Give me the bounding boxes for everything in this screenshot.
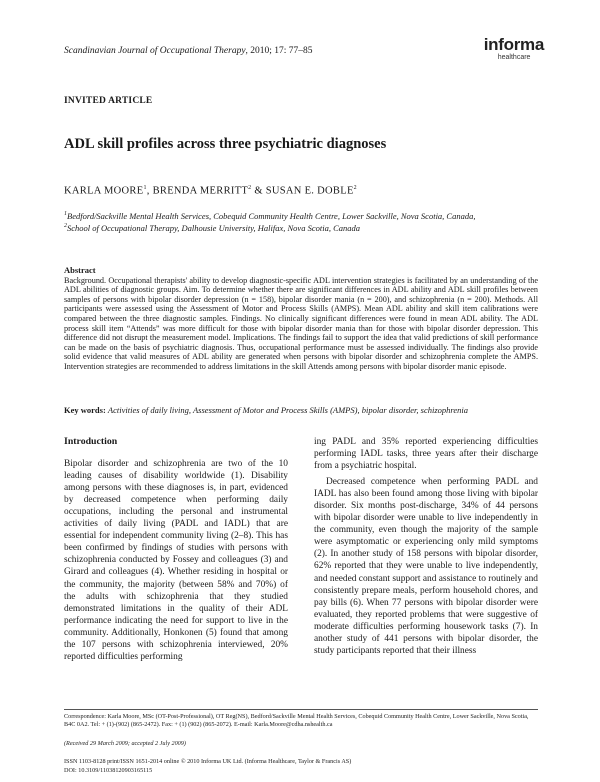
footer-divider	[64, 709, 538, 710]
article-title: ADL skill profiles across three psychiatric diagnoses	[64, 136, 387, 152]
affiliation-1-marker: 1	[64, 211, 67, 218]
right-column-para-2: Decreased competence when performing PADL and IADL has also been found among those living with bipolar disorder. Six months post-discharge, 34% of 44 persons with bipolar disorder were unable to live independently in the community, even though the majority of the sample were asymptomatic or experiencing only mild symptoms (2). In another study of 158 persons with bipolar disorder, 62% reported that they were unable to live independently, and needed constant support and assistance to routinely and consistently prepare meals, perform household chores, and pay bills (6). When 77 persons with bipolar disorder were evaluated, they reported problems that were suggestive of moderate difficulties performing housework tasks (7). In another study of 441 persons with bipolar disorder, the study participants reported that their illness	[314, 477, 538, 656]
left-column	[64, 436, 288, 663]
abstract-heading: Abstract	[64, 265, 96, 275]
keywords	[64, 405, 538, 415]
journal-volume: , 2010; 17: 77–85	[245, 46, 313, 56]
affiliation-1	[64, 211, 475, 221]
author-3: & SUSAN E. DOBLE	[251, 185, 354, 197]
affiliation-2	[64, 223, 360, 233]
affiliation-2-marker: 2	[64, 223, 67, 230]
journal-citation	[64, 46, 313, 56]
abstract	[64, 266, 538, 372]
affiliation-1-text: Bedford/Sackville Mental Health Services, Cobequid Community Health Centre, Lower Sackville, Nova Scotia, Canada,	[67, 211, 476, 221]
keywords-text: Activities of daily living, Assessment of Motor and Process Skills (AMPS), bipolar disorder, schizophrenia	[107, 405, 469, 415]
keywords-label: Key words:	[64, 405, 106, 415]
doi-line: DOI: 10.3109/11038120903165115	[64, 767, 153, 774]
logo-main-text: informa	[483, 35, 544, 54]
abstract-body: Background. Occupational therapists' ability to develop diagnostic-specific ADL intervention strategies is facilitated by an understanding of the ADL abilities of diagnostic groups. Aim. To determine whether there are significant differences in ADL ability and ADL skill profiles between samples of persons with bipolar disorder depression (n = 158), bipolar disorder mania (n = 200), and schizophrenia (n = 200). Methods. All participants were assessed using the Assessment of Motor and Process Skills (AMPS). Mean ADL ability and skill item calibrations were compared between the three diagnostic samples. Findings. No clinically significant differences were found in mean ADL ability. The ADL process skill item “Attends” was more difficult for those with bipolar disorder mania than for those with bipolar disorder depression. This difference did not disrupt the measurement model. Implications. The findings fail to support the idea that valid predictions of skill performance can be made on the basis of psychiatric diagnosis. Thus, occupational performance must be assessed individually. The findings also provide solid evidence that valid measures of ADL ability are generated when persons with bipolar disorder and schizophrenia complete the AMPS. Intervention strategies are recommended to address limitations in the skill Attends among persons with bipolar disorder manic episode.	[64, 275, 538, 371]
author-3-affil: 2	[353, 185, 357, 191]
author-2: , BRENDA MERRITT	[146, 185, 249, 197]
introduction-heading: Introduction	[64, 436, 118, 447]
article-type: INVITED ARTICLE	[64, 96, 153, 106]
correspondence: Correspondence: Karla Moore, MSc (OT-Post-Professional), OT Reg(NS), Bedford/Sackville Mental Health Services, Cobequid Community Health Centre, Lower Sackville, Nova Scotia, B4C 0A2. Tel: + (1)-(902) (865-2472). Fax: + (1) (902) (865-2072). E-mail: Karla.Moore@cdha.nshealth.ca	[64, 713, 529, 728]
journal-name: Scandinavian Journal of Occupational Therapy	[64, 46, 246, 56]
right-column-para-1: ing PADL and 35% reported experiencing difficulties performing IADL tasks, three years after their discharge from a psychiatric hospital.	[314, 437, 538, 472]
author-1: KARLA MOORE	[64, 185, 144, 197]
author-1-affil: 1	[143, 185, 147, 191]
received-dates: (Received 29 March 2009; accepted 2 July 2009)	[64, 740, 186, 747]
publisher-logo	[484, 36, 544, 62]
issn-line: ISSN 1103-8128 print/ISSN 1651-2014 online © 2010 Informa UK Ltd. (Informa Healthcare, Taylor & Francis AS)	[64, 758, 352, 765]
author-2-affil: 2	[248, 185, 252, 191]
right-column	[314, 436, 538, 657]
author-list	[64, 185, 357, 197]
left-column-text: Bipolar disorder and schizophrenia are two of the 10 leading causes of disability worldwide (1). Disability among persons with these diagnoses is, in part, evidenced by decreased competence when performing daily occupations, including the personal and instrumental activities of daily living (PADL and IADL) that are essential for independent community living (2–8). This has been confirmed by findings of studies with persons with schizophrenia conducted by Fossey and colleagues (3) and Girard and colleagues (4). Whether residing in hospital or the community, the majority (between 58% and 70%) of the adults with schizophrenia that they studied demonstrated limitations in the quality of their ADL performance indicating the need for support to live in the community. Additionally, Honkonen (5) found that among the 107 persons with schizophrenia interviewed, 20% reported difficulties performing	[64, 459, 288, 662]
affiliation-2-text: School of Occupational Therapy, Dalhousie University, Halifax, Nova Scotia, Canada	[67, 223, 360, 233]
logo-sub-text: healthcare	[497, 54, 531, 61]
